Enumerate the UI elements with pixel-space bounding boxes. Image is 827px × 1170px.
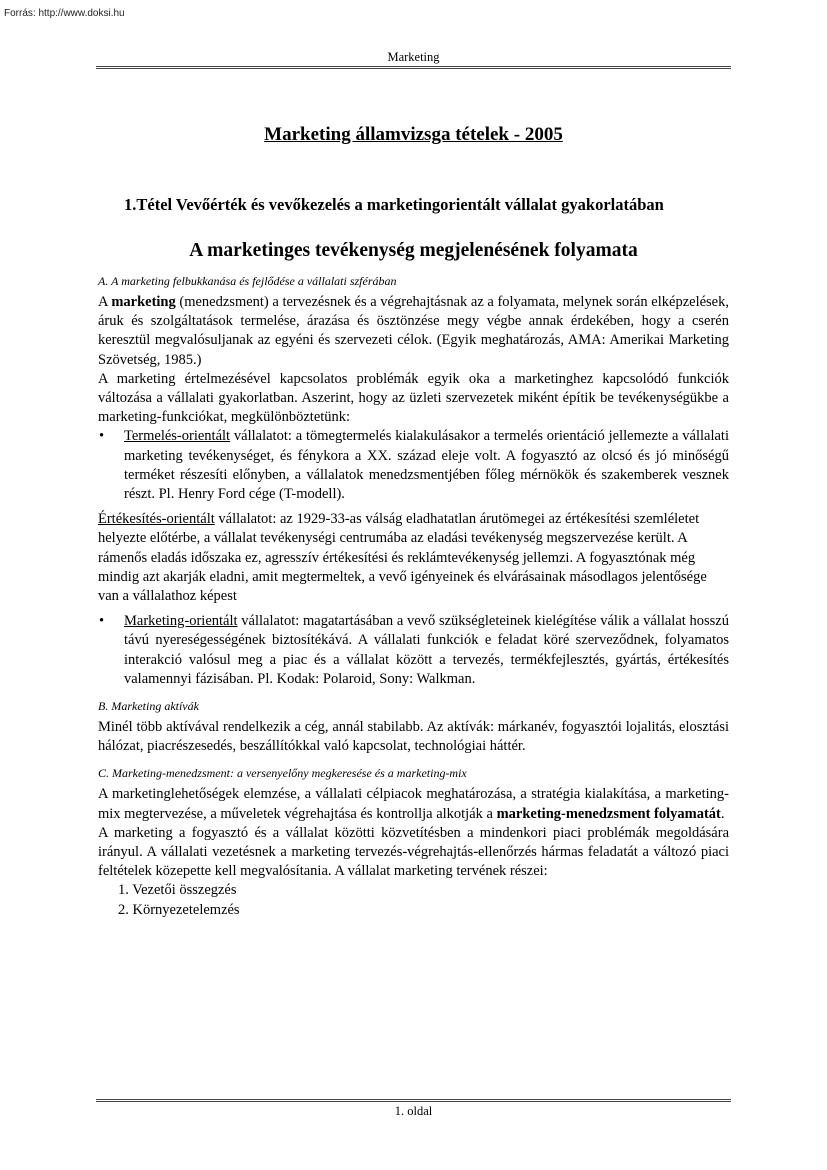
source-label: Forrás: http://www.doksi.hu [4,8,125,19]
subheading-b: B. Marketing aktívák [98,699,199,714]
paragraph-marketing-plan: A marketing a fogyasztó és a vállalat közötti közvetítésben a mindenkori piaci problémák megoldására irányul. A vállalati vezetésnek a marketing tervezés-végrehajtás-ellenőrzés hármas feladatát a változó piaci feltételek közepette kell megvalósítania. A vállalat marketing tervének részei: [98,824,729,880]
tetel-heading: 1.Tétel Vevőérték és vevőkezelés a marketingorientált vállalat gyakorlatában [124,195,664,214]
running-header: Marketing [387,50,440,64]
paragraph-marketing-functions: A marketing értelmezésével kapcsolatos problémák egyik oka a marketinghez kapcsolódó funkciók változása a vállalati gyakorlatban. Aszerint, hogy az üzleti szervezetek miként építik be tevékenységükbe a marketing-funkciókat, megkülönböztetünk: [98,370,729,426]
subheading-c: C. Marketing-menedzsment: a versenyelőny megkeresése és a marketing-mix [98,766,467,781]
footer-rule [96,1099,731,1102]
subheading-a: A. A marketing felbukkanása és fejlődése a vállalati szférában [98,274,397,288]
orientation-list-1 [98,427,729,504]
orientation-list-2 [98,612,729,689]
document-title: Marketing államvizsga tételek - 2005 [264,124,563,145]
paragraph-marketing-assets: Minél több aktívával rendelkezik a cég, annál stabilabb. Az aktívák: márkanév, fogyasztói lojalitás, elosztási hálózat, piacrészesedés, beszállítókkal való kapcsolat, technológiai háttér. [98,719,729,755]
bullet-icon: • [99,428,105,445]
list-item: • Marketing-orientált vállalatot: magatartásában a vevő szükségleteinek kielégítése válik a vállalat hosszú távú nyereségességének biztosítékává. A vállalati funkciók e feladat köré szerveződnek, folyamatos interakció valósul meg a piac és a vállalat között a tervezés, termékfejlesztés, gyártás, értékesítés valamennyi fázisában. Pl. Kodak: Polaroid, Sony: Walkman. [99,613,729,687]
list-item: • Termelés-orientált vállalatot: a tömegtermelés kialakulásakor a termelés orientáció jellemezte a vállalati marketing tevékenységet, és fénykora a XX. század eleje volt. A fogyasztó az olcsó és jó minőségű terméket részesíti előnyben, a vállalatok menedzsmentjében főleg mérnökök és szakemberek vesznek részt. Pl. Henry Ford cége (T-modell). [99,428,729,503]
paragraph-marketing-definition: A marketing (menedzsment) a tervezésnek és a végrehajtásnak az a folyamata, melynek során elképzelések, áruk és szolgáltatások termelése, árazása és ösztönzése megy végbe annak érdekében, hogy a cserén keresztül megvalósuljanak az egyéni és szervezeti célok. (Egyik meghatározás, AMA: Amerikai Marketing Szövetség, 1985.) [98,294,729,368]
page-number: 1. oldal [394,1104,433,1118]
section-heading: A marketinges tevékenység megjelenésének folyamata [189,240,638,261]
page-body [98,118,729,920]
bullet-icon: • [99,613,105,630]
list-item: 2. Környezetelemzés [118,901,240,918]
plan-parts-list [98,881,729,919]
header-rule [96,66,731,69]
paragraph-sales-orientation: Értékesítés-orientált vállalatot: az 1929-33-as válság eladhatatlan árutömegei az értékesítési szemléletet helyezte előtérbe, a vállalat tevékenységi centrumába az eladási tevékenység megszervezése került. A rámenős eladás időszaka ez, agresszív értékesítési és reklámtevékenység jellemzi. A fogyasztónak még mindig azt akarják eladni, amit megtermeltek, a vevő igényeinek és elvárásainak másodlagos jelentősége van a vállalathoz képest [98,511,707,605]
list-item: 1. Vezetői összegzés [118,882,237,899]
paragraph-management-process: A marketinglehetőségek elemzése, a vállalati célpiacok meghatározása, a stratégia kialakítása, a marketing-mix megtervezése, a műveletek végrehajtása és kontrollja alkotják a marketing-menedzsment folyamatát. [98,786,729,822]
